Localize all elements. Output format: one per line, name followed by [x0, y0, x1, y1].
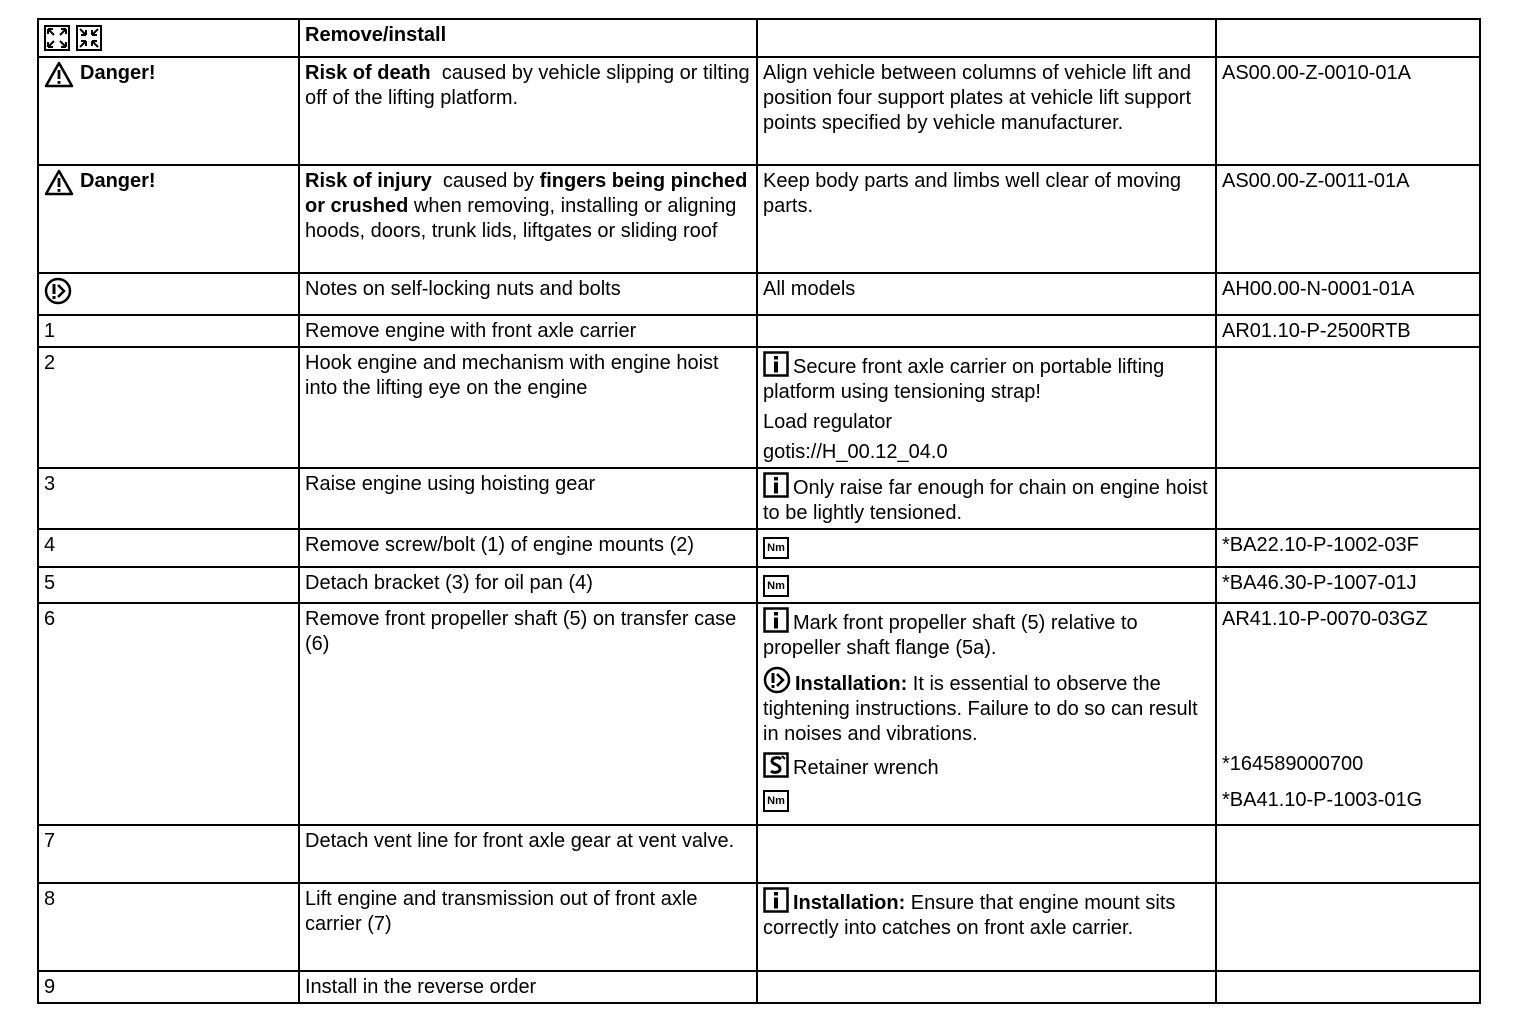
tool-reference-link[interactable]: *164589000700	[1222, 753, 1364, 775]
table-row	[38, 57, 1480, 165]
table-row	[38, 883, 1480, 971]
step-description: Install in the reverse order	[299, 971, 757, 1003]
table-row	[38, 971, 1480, 1003]
step-description: Remove engine with front axle carrier	[299, 315, 757, 347]
header-empty	[757, 19, 1216, 57]
step-number: 8	[38, 883, 299, 971]
table-row	[38, 315, 1480, 347]
info-box-icon	[763, 472, 789, 498]
info-box-icon	[763, 887, 789, 913]
step-note: Only raise far enough for chain on engine hoist to be lightly tensioned.	[763, 477, 1208, 524]
step-note: It is essential to observe the tightening instructions. Failure to do so can result in noises and vibrations.	[763, 673, 1198, 745]
reference-link[interactable]: AR41.10-P-0070-03GZ	[1222, 608, 1428, 630]
step-description: Detach bracket (3) for oil pan (4)	[299, 567, 757, 603]
notice-circle-icon	[763, 666, 791, 694]
step-note: Secure front axle carrier on portable lifting platform using tensioning strap!	[763, 356, 1165, 403]
info-box-icon	[763, 607, 789, 633]
reference-link[interactable]: *BA46.30-P-1007-01J	[1216, 567, 1480, 603]
danger-label: Danger!	[44, 169, 293, 196]
table-row	[38, 567, 1480, 603]
step-note: Load regulator	[763, 411, 892, 433]
step-number: 1	[38, 315, 299, 347]
step-note: Keep body parts and limbs well clear of moving parts.	[757, 165, 1216, 273]
special-tool-icon	[763, 752, 789, 778]
table-row	[38, 529, 1480, 567]
expand-arrows-icon[interactable]	[44, 25, 70, 51]
installation-label: Installation:	[793, 892, 906, 914]
collapse-arrows-icon[interactable]	[76, 25, 102, 51]
step-description: Lift engine and transmission out of front axle carrier (7)	[299, 883, 757, 971]
reference-link[interactable]: AS00.00-Z-0011-01A	[1216, 165, 1480, 273]
step-note: Align vehicle between columns of vehicle lift and position four support plates at vehicle lift support points specified by vehicle manufacturer.	[757, 57, 1216, 165]
reference-link[interactable]: AS00.00-Z-0010-01A	[1216, 57, 1480, 165]
danger-label: Danger!	[44, 61, 293, 88]
step-number: 3	[38, 468, 299, 529]
reference-link[interactable]: *BA41.10-P-1003-01G	[1222, 789, 1423, 811]
info-box-icon	[763, 351, 789, 377]
reference-link[interactable]: AR01.10-P-2500RTB	[1216, 315, 1480, 347]
step-description: Notes on self-locking nuts and bolts	[299, 273, 757, 315]
table-header-row	[38, 19, 1480, 57]
notice-circle-icon	[44, 277, 72, 305]
step-note: Mark front propeller shaft (5) relative to propeller shaft flange (5a).	[763, 612, 1138, 659]
table-row	[38, 273, 1480, 315]
step-number: 2	[38, 347, 299, 468]
header-title: Remove/install	[299, 19, 757, 57]
warning-triangle-icon	[44, 61, 74, 88]
step-description: Risk of death caused by vehicle slipping or tilting off of the lifting platform.	[299, 57, 757, 165]
header-empty	[1216, 19, 1480, 57]
step-description: Detach vent line for front axle gear at vent valve.	[299, 825, 757, 883]
procedure-table	[37, 18, 1481, 1004]
torque-nm-icon: Nm	[763, 537, 789, 559]
document-link[interactable]: gotis://H_00.12_04.0	[763, 441, 948, 463]
step-number: 4	[38, 529, 299, 567]
table-row	[38, 165, 1480, 273]
table-row	[38, 468, 1480, 529]
step-number: 6	[38, 603, 299, 825]
step-number: 9	[38, 971, 299, 1003]
step-note: Ensure that engine mount sits correctly into catches on front axle carrier.	[763, 892, 1176, 939]
tool-name: Retainer wrench	[793, 757, 939, 779]
header-icons-cell	[38, 19, 299, 57]
reference-link[interactable]: *BA22.10-P-1002-03F	[1216, 529, 1480, 567]
warning-triangle-icon	[44, 169, 74, 196]
table-row	[38, 347, 1480, 468]
step-number: 5	[38, 567, 299, 603]
step-description: Remove front propeller shaft (5) on transfer case (6)	[299, 603, 757, 825]
torque-nm-icon: Nm	[763, 575, 789, 597]
table-row	[38, 603, 1480, 825]
reference-link[interactable]: AH00.00-N-0001-01A	[1216, 273, 1480, 315]
step-note: All models	[757, 273, 1216, 315]
step-number: 7	[38, 825, 299, 883]
step-description: Raise engine using hoisting gear	[299, 468, 757, 529]
step-description: Remove screw/bolt (1) of engine mounts (2)	[299, 529, 757, 567]
step-description: Risk of injury caused by fingers being pinched or crushed when removing, installing or aligning hoods, doors, trunk lids, liftgates or sliding roof	[299, 165, 757, 273]
step-description: Hook engine and mechanism with engine hoist into the lifting eye on the engine	[299, 347, 757, 468]
installation-label: Installation:	[795, 673, 908, 695]
table-row	[38, 825, 1480, 883]
torque-nm-icon: Nm	[763, 790, 789, 812]
